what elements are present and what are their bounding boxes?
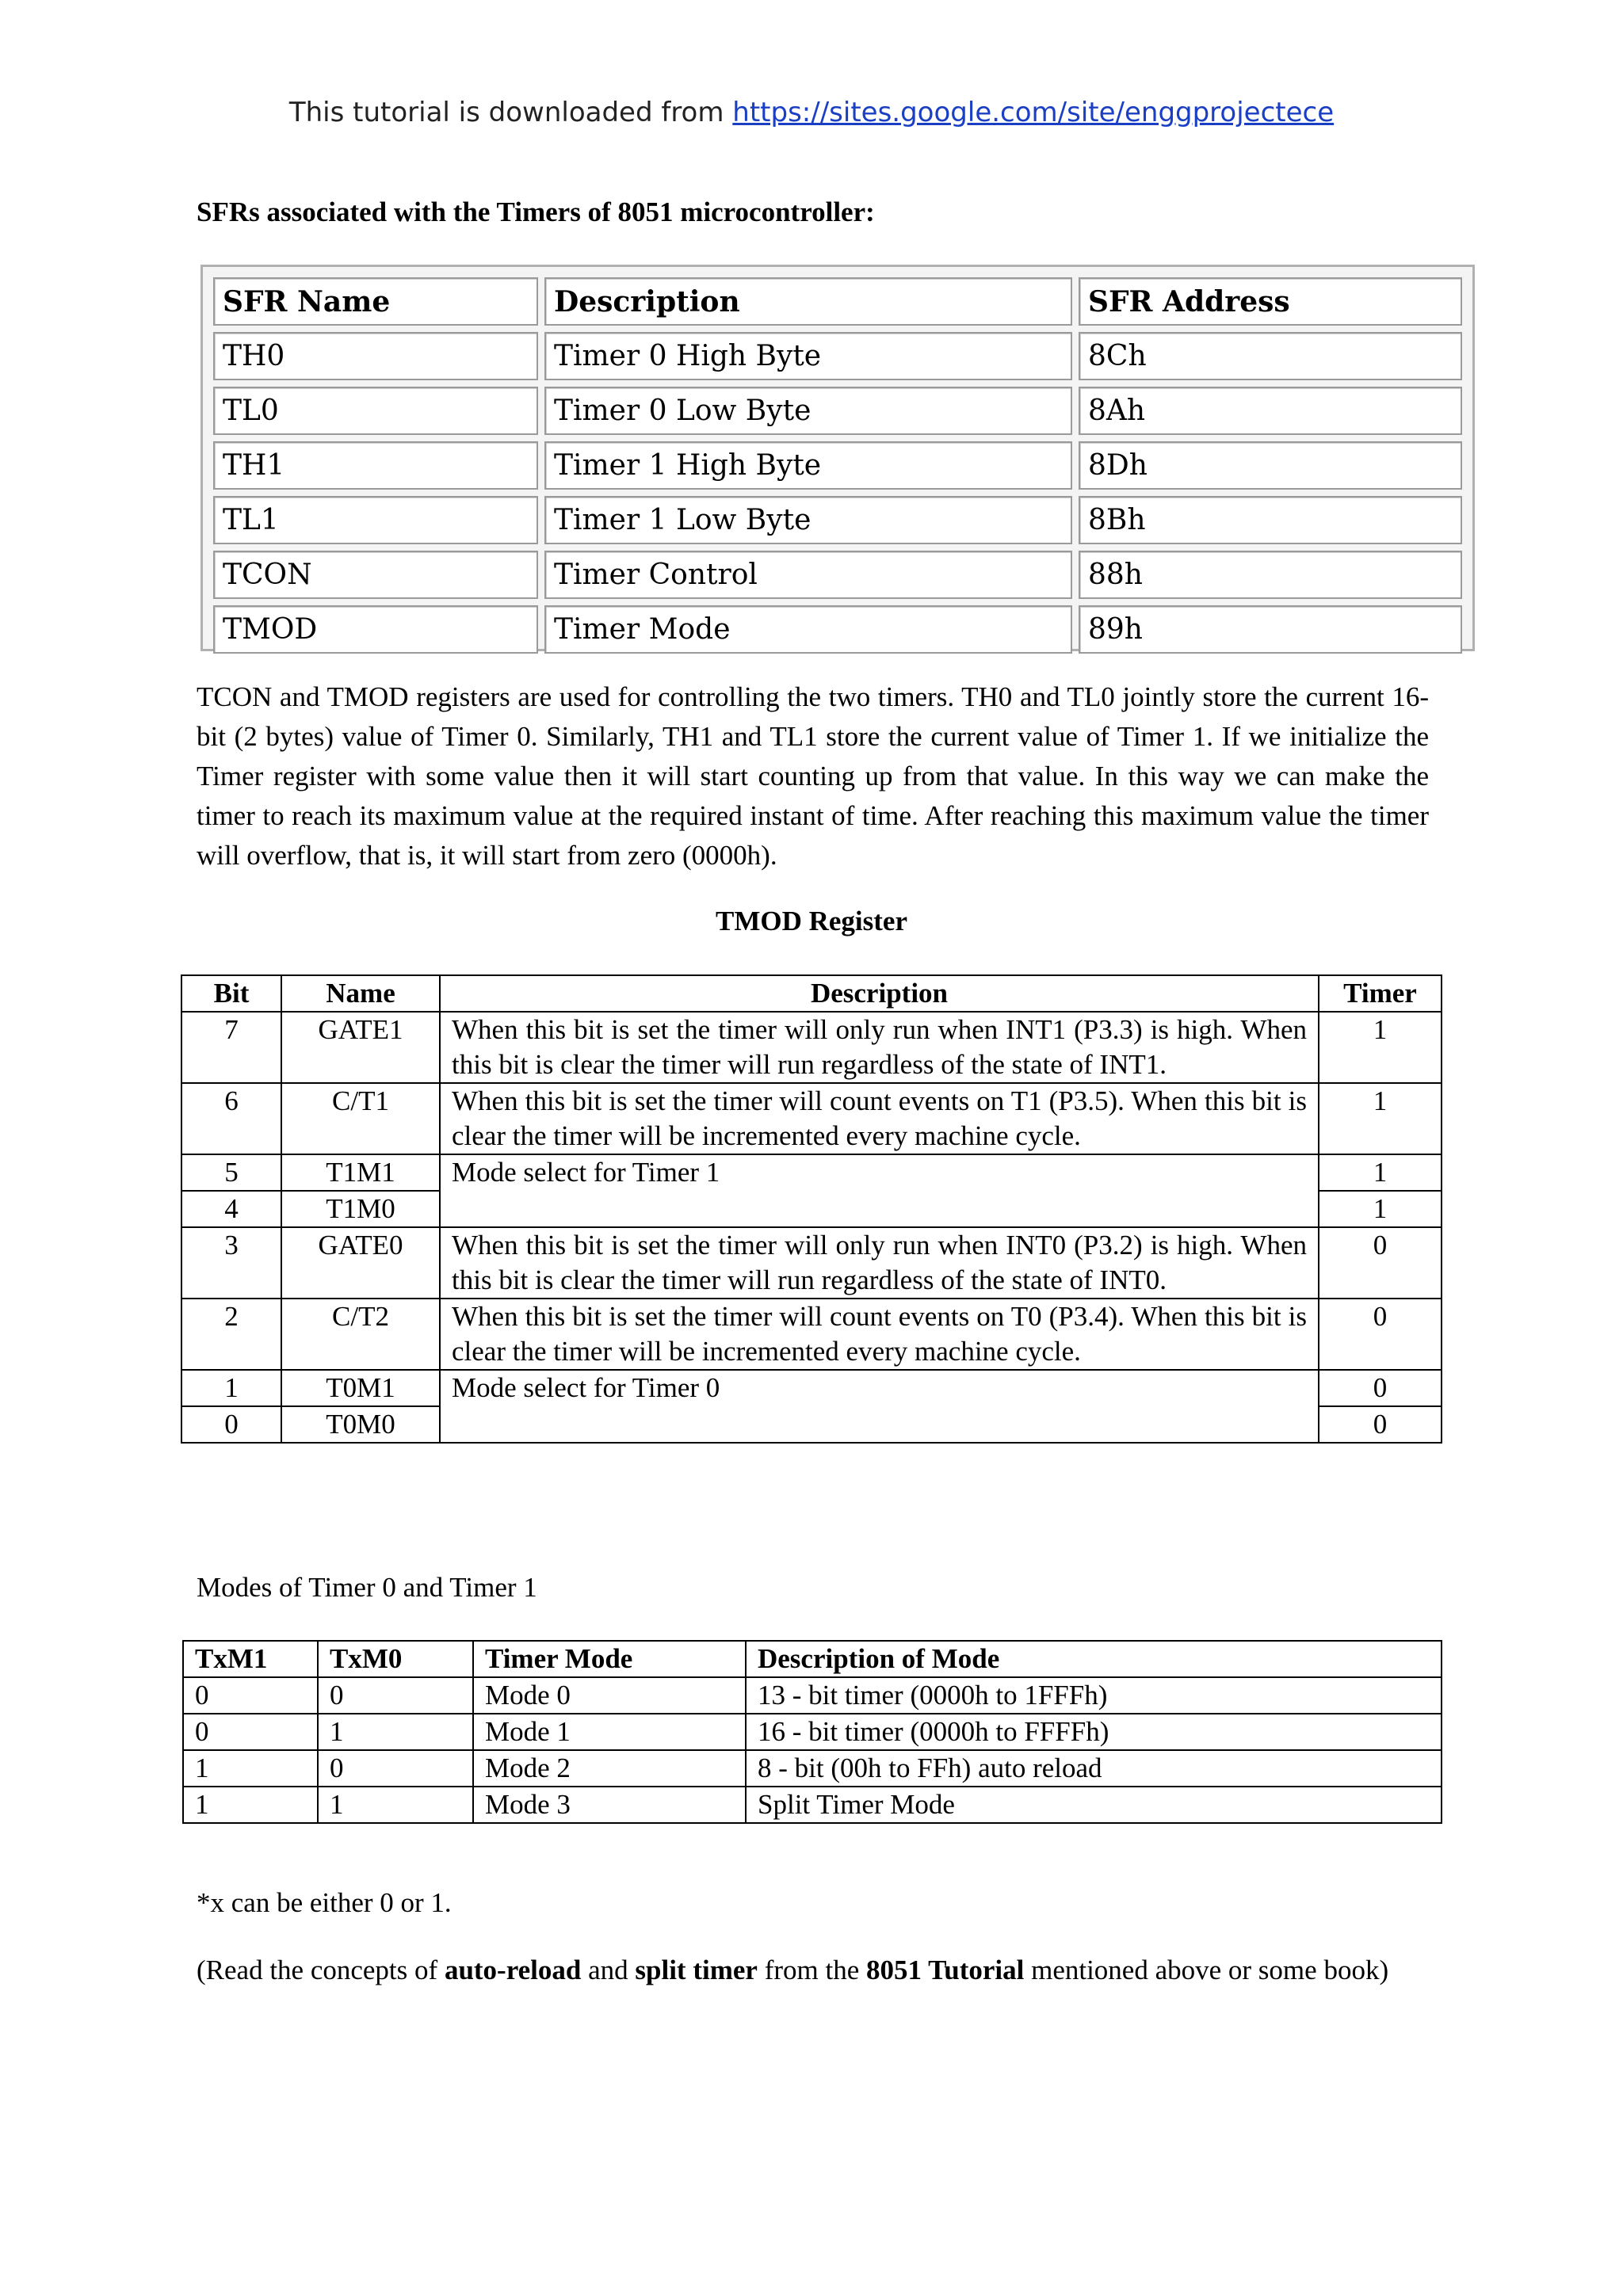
table-cell: 0 (183, 1714, 318, 1750)
read-bold: split timer (635, 1955, 758, 1985)
table-cell: 8Ch (1079, 332, 1462, 380)
desc-cell: When this bit is set the timer will count events on T1 (P3.5). When this bit is clear the timer will be incremented every machine cycle. (440, 1083, 1319, 1154)
name-cell: T0M1 (281, 1370, 440, 1406)
download-header (0, 97, 1623, 128)
timer-cell: 1 (1319, 1083, 1442, 1154)
name-cell: T0M0 (281, 1406, 440, 1443)
read-text: (Read the concepts of (197, 1955, 445, 1985)
table-row (213, 605, 1462, 654)
read-note (197, 1951, 1433, 1990)
table-row (213, 332, 1462, 380)
bit-cell: 7 (181, 1012, 281, 1083)
header-cell: TxM0 (318, 1641, 473, 1677)
desc-cell: When this bit is set the timer will count events on T0 (P3.4). When this bit is clear the timer will be incremented every machine cycle. (440, 1299, 1319, 1370)
table-cell: 1 (183, 1750, 318, 1787)
bit-cell: 2 (181, 1299, 281, 1370)
timer-cell: 0 (1319, 1299, 1442, 1370)
bit-cell: 3 (181, 1227, 281, 1299)
table-cell: Timer Control (544, 551, 1072, 599)
table-cell: 0 (318, 1750, 473, 1787)
sfr-table-frame (200, 265, 1475, 651)
header-cell: Description (440, 975, 1319, 1012)
table-cell: 8Bh (1079, 496, 1462, 544)
table-cell: 1 (318, 1787, 473, 1823)
table-cell: Timer 0 High Byte (544, 332, 1072, 380)
table-row (181, 1083, 1442, 1154)
read-text: and (581, 1955, 636, 1985)
timer-cell: 1 (1319, 1012, 1442, 1083)
table-row (213, 441, 1462, 490)
header-cell: Description of Mode (746, 1641, 1442, 1677)
bit-cell: 5 (181, 1154, 281, 1191)
table-cell: 16 - bit timer (0000h to FFFFh) (746, 1714, 1442, 1750)
source-link[interactable]: https://sites.google.com/site/enggprojectece (732, 97, 1335, 128)
table-cell: Mode 2 (473, 1750, 746, 1787)
table-header-row (213, 277, 1462, 326)
timer-cell: 1 (1319, 1154, 1442, 1191)
table-row (181, 1299, 1442, 1370)
table-cell: Split Timer Mode (746, 1787, 1442, 1823)
table-cell: Timer 1 High Byte (544, 441, 1072, 490)
table-cell: 8 - bit (00h to FFh) auto reload (746, 1750, 1442, 1787)
name-cell: T1M1 (281, 1154, 440, 1191)
read-bold: auto-reload (444, 1955, 582, 1985)
bit-cell: 0 (181, 1406, 281, 1443)
footnote: *x can be either 0 or 1. (197, 1887, 452, 1918)
header-cell: Name (281, 975, 440, 1012)
tmod-title: TMOD Register (715, 906, 907, 936)
table-cell: Mode 0 (473, 1677, 746, 1714)
table-row (213, 551, 1462, 599)
timer-cell: 0 (1319, 1227, 1442, 1299)
name-cell: C/T2 (281, 1299, 440, 1370)
name-cell: T1M0 (281, 1191, 440, 1227)
read-bold: 8051 Tutorial (865, 1955, 1025, 1985)
table-cell: TH1 (213, 441, 538, 490)
read-text: mentioned above or some book) (1024, 1955, 1389, 1985)
table-header-row (181, 975, 1442, 1012)
header-cell: SFR Address (1079, 277, 1462, 326)
section-title: SFRs associated with the Timers of 8051 microcontroller: (197, 196, 875, 227)
name-cell: C/T1 (281, 1083, 440, 1154)
header-cell: SFR Name (213, 277, 538, 326)
table-row (183, 1677, 1442, 1714)
desc-cell: Mode select for Timer 0 (440, 1370, 1319, 1443)
modes-label: Modes of Timer 0 and Timer 1 (197, 1572, 537, 1603)
timer-cell: 0 (1319, 1370, 1442, 1406)
table-cell: Timer 1 Low Byte (544, 496, 1072, 544)
read-text: from the (757, 1955, 866, 1985)
table-cell: 89h (1079, 605, 1462, 654)
timer-cell: 0 (1319, 1406, 1442, 1443)
table-cell: 13 - bit timer (0000h to 1FFFh) (746, 1677, 1442, 1714)
table-cell: Timer Mode (544, 605, 1072, 654)
desc-cell: When this bit is set the timer will only run when INT1 (P3.3) is high. When this bit is clear the timer will run regardless of the state of INT1. (440, 1012, 1319, 1083)
header-cell: Description (544, 277, 1072, 326)
table-cell: 1 (318, 1714, 473, 1750)
table-cell: Mode 3 (473, 1787, 746, 1823)
table-cell: TH0 (213, 332, 538, 380)
table-row (213, 387, 1462, 435)
header-cell: Bit (181, 975, 281, 1012)
name-cell: GATE0 (281, 1227, 440, 1299)
table-cell: 0 (183, 1677, 318, 1714)
table-row (213, 496, 1462, 544)
desc-cell: Mode select for Timer 1 (440, 1154, 1319, 1227)
table-row (181, 1227, 1442, 1299)
bit-cell: 1 (181, 1370, 281, 1406)
table-header-row (183, 1641, 1442, 1677)
table-cell: TL1 (213, 496, 538, 544)
header-cell: Timer Mode (473, 1641, 746, 1677)
header-cell: Timer (1319, 975, 1442, 1012)
table-cell: 1 (183, 1787, 318, 1823)
sfr-table (207, 271, 1468, 660)
name-cell: GATE1 (281, 1012, 440, 1083)
tmod-table (181, 974, 1442, 1444)
bit-cell: 6 (181, 1083, 281, 1154)
header-cell: TxM1 (183, 1641, 318, 1677)
table-row (183, 1750, 1442, 1787)
timer-cell: 1 (1319, 1191, 1442, 1227)
table-cell: 8Dh (1079, 441, 1462, 490)
table-row (181, 1370, 1442, 1406)
table-cell: Mode 1 (473, 1714, 746, 1750)
table-cell: TCON (213, 551, 538, 599)
table-cell: 88h (1079, 551, 1462, 599)
table-cell: 8Ah (1079, 387, 1462, 435)
table-row (181, 1012, 1442, 1083)
table-cell: TMOD (213, 605, 538, 654)
modes-table (182, 1640, 1442, 1824)
table-cell: 0 (318, 1677, 473, 1714)
table-cell: Timer 0 Low Byte (544, 387, 1072, 435)
table-cell: TL0 (213, 387, 538, 435)
header-text: This tutorial is downloaded from (288, 97, 733, 128)
bit-cell: 4 (181, 1191, 281, 1227)
timer-paragraph: TCON and TMOD registers are used for controlling the two timers. TH0 and TL0 jointly store the current 16-bit (2 bytes) value of Timer 0. Similarly, TH1 and TL1 store the current value of Timer 1. If we initialize the Timer register with some value then it will start counting up from that value. In this way we can make the timer to reach its maximum value at the required instant of time. After reaching this maximum value the timer will overflow, that is, it will start from zero (0000h). (197, 681, 1429, 871)
desc-cell: When this bit is set the timer will only run when INT0 (P3.2) is high. When this bit is clear the timer will run regardless of the state of INT0. (440, 1227, 1319, 1299)
table-row (183, 1787, 1442, 1823)
table-row (181, 1154, 1442, 1191)
table-row (183, 1714, 1442, 1750)
